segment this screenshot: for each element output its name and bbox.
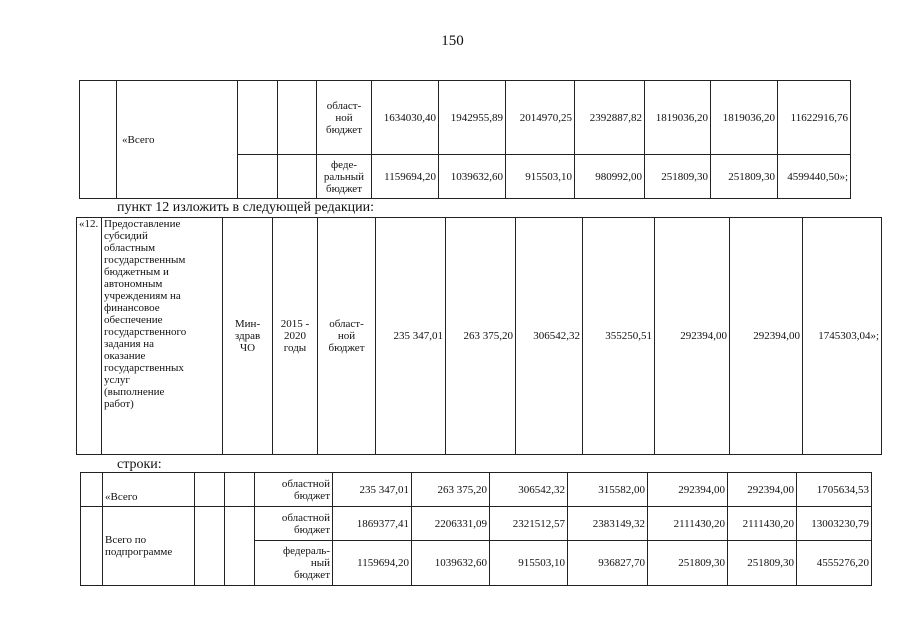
value-cell: 2321512,57 bbox=[490, 507, 568, 541]
value-cell: 251809,30 bbox=[648, 541, 728, 586]
empty-cell bbox=[225, 507, 255, 586]
row-label: Всего по подпрограмме bbox=[103, 507, 195, 586]
empty-cell bbox=[195, 507, 225, 586]
value-cell: 915503,10 bbox=[490, 541, 568, 586]
funding-source: федераль- ный бюджет bbox=[255, 541, 333, 586]
table-row bbox=[81, 507, 872, 541]
empty-cell bbox=[81, 473, 103, 507]
value-cell: 2392887,82 bbox=[575, 81, 645, 155]
value-cell: 980992,00 bbox=[575, 155, 645, 199]
funding-source: област- ной бюджет bbox=[317, 81, 372, 155]
value-cell: 355250,51 bbox=[583, 218, 655, 455]
empty-cell bbox=[278, 81, 317, 155]
value-cell: 1819036,20 bbox=[645, 81, 711, 155]
value-cell: 2014970,25 bbox=[506, 81, 575, 155]
value-cell: 13003230,79 bbox=[797, 507, 872, 541]
empty-cell bbox=[278, 155, 317, 199]
row-label: «Всего bbox=[117, 81, 238, 199]
value-cell: 4555276,20 bbox=[797, 541, 872, 586]
value-cell: 315582,00 bbox=[568, 473, 648, 507]
funding-source: област- ной бюджет bbox=[318, 218, 376, 455]
value-cell: 1869377,41 bbox=[333, 507, 412, 541]
page-number: 150 bbox=[441, 33, 464, 49]
value-cell: 235 347,01 bbox=[333, 473, 412, 507]
empty-cell bbox=[80, 81, 117, 199]
value-cell: 306542,32 bbox=[490, 473, 568, 507]
value-cell: 1942955,89 bbox=[439, 81, 506, 155]
empty-cell bbox=[195, 473, 225, 507]
value-cell: 1039632,60 bbox=[439, 155, 506, 199]
item-name: Предоставление субсидий областным государственным бюджетным и автономным учреждениям на финансовое обеспечение государственного задания на оказание государственных услуг (выполнение работ) bbox=[102, 218, 223, 455]
value-cell: 2111430,20 bbox=[728, 507, 797, 541]
value-cell: 4599440,50»; bbox=[778, 155, 851, 199]
value-cell: 2111430,20 bbox=[648, 507, 728, 541]
value-cell: 263 375,20 bbox=[412, 473, 490, 507]
value-cell: 251809,30 bbox=[645, 155, 711, 199]
value-cell: 1159694,20 bbox=[372, 155, 439, 199]
value-cell: 1159694,20 bbox=[333, 541, 412, 586]
table-row bbox=[80, 81, 851, 155]
value-cell: 915503,10 bbox=[506, 155, 575, 199]
table-row bbox=[77, 218, 882, 455]
value-cell: 292394,00 bbox=[655, 218, 730, 455]
value-cell: 263 375,20 bbox=[446, 218, 516, 455]
empty-cell bbox=[238, 81, 278, 155]
item-number: «12. bbox=[77, 218, 102, 455]
instruction-text: пункт 12 изложить в следующей редакции: bbox=[117, 200, 374, 215]
executor: Мин- здрав ЧО bbox=[223, 218, 273, 455]
value-cell: 292394,00 bbox=[648, 473, 728, 507]
funding-source: областной бюджет bbox=[255, 507, 333, 541]
instruction-text: строки: bbox=[117, 457, 162, 472]
value-cell: 292394,00 bbox=[728, 473, 797, 507]
period: 2015 - 2020 годы bbox=[273, 218, 318, 455]
value-cell: 1705634,53 bbox=[797, 473, 872, 507]
value-cell: 2206331,09 bbox=[412, 507, 490, 541]
empty-cell bbox=[81, 507, 103, 586]
empty-cell bbox=[225, 473, 255, 507]
table-item-12 bbox=[76, 217, 882, 455]
value-cell: 1819036,20 bbox=[711, 81, 778, 155]
empty-cell bbox=[238, 155, 278, 199]
value-cell: 2383149,32 bbox=[568, 507, 648, 541]
value-cell: 936827,70 bbox=[568, 541, 648, 586]
funding-source: областной бюджет bbox=[255, 473, 333, 507]
value-cell: 1039632,60 bbox=[412, 541, 490, 586]
value-cell: 251809,30 bbox=[728, 541, 797, 586]
table-totals bbox=[80, 472, 872, 586]
value-cell: 1634030,40 bbox=[372, 81, 439, 155]
table-total-program bbox=[79, 80, 851, 199]
table-row bbox=[81, 473, 872, 507]
value-cell: 1745303,04»; bbox=[803, 218, 882, 455]
value-cell: 11622916,76 bbox=[778, 81, 851, 155]
row-label: «Всего bbox=[103, 473, 195, 507]
value-cell: 306542,32 bbox=[516, 218, 583, 455]
value-cell: 235 347,01 bbox=[376, 218, 446, 455]
value-cell: 292394,00 bbox=[730, 218, 803, 455]
funding-source: феде- ральный бюджет bbox=[317, 155, 372, 199]
value-cell: 251809,30 bbox=[711, 155, 778, 199]
